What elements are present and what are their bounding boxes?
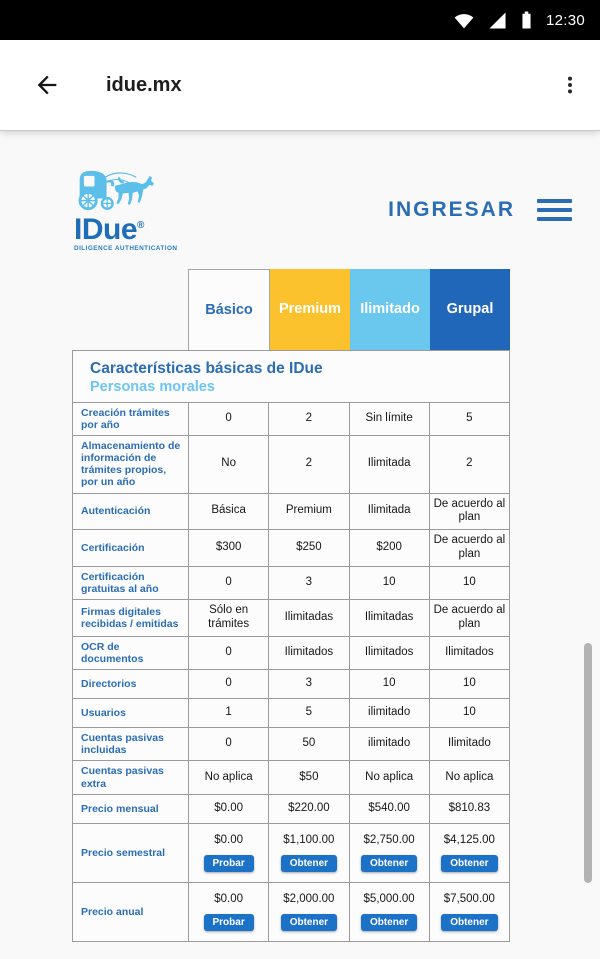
row-cell: 0 [188, 403, 268, 435]
row-cell: 0 [188, 637, 268, 669]
row-label: Almacenamiento de información de trámites propios, por un año [81, 439, 181, 489]
table-row [73, 566, 509, 599]
row-cell: Sólo en trámites [188, 600, 268, 636]
hamburger-bar [537, 199, 572, 203]
tab-grupal[interactable]: Grupal [430, 269, 510, 350]
row-label: Autenticación [81, 505, 151, 518]
row-cell: $0.00 [188, 795, 268, 823]
row-cell [268, 883, 348, 941]
row-cell: 2 [268, 403, 348, 435]
price-value: $0.00 [214, 833, 244, 846]
scrollbar-thumb[interactable] [584, 643, 592, 883]
table-row [73, 435, 509, 493]
row-label: Certificación [81, 541, 145, 554]
row-label: Usuarios [81, 706, 126, 719]
row-label: Precio mensual [81, 802, 159, 815]
row-cell: Sin límite [349, 403, 429, 435]
row-cell [188, 883, 268, 941]
row-cell [268, 824, 348, 882]
row-cell: De acuerdo al plan [429, 600, 509, 636]
obtener-button[interactable]: Obtener [281, 855, 337, 872]
row-cell: Ilimitada [349, 494, 429, 530]
price-value: $5,000.00 [363, 892, 415, 905]
table-subtitle: Personas morales [90, 378, 215, 395]
pricing-table-header [73, 351, 509, 403]
row-cell: 3 [268, 567, 348, 599]
row-cell: 10 [429, 670, 509, 698]
row-label: Firmas digitales recibidas / emitidas [81, 605, 179, 630]
logo-wordmark: IDue® [74, 213, 144, 246]
row-label: Cuentas pasivas incluidas [81, 732, 164, 757]
cellular-signal-icon [488, 12, 507, 29]
table-row [73, 403, 509, 435]
row-cell: Premium [268, 494, 348, 530]
table-row [73, 727, 509, 760]
row-cell: 1 [188, 699, 268, 727]
tab-premium[interactable]: Premium [270, 269, 350, 350]
row-cell: 10 [349, 670, 429, 698]
row-label: Cuentas pasivas extra [81, 765, 164, 790]
row-cell: No aplica [429, 761, 509, 793]
row-cell: $250 [268, 530, 348, 566]
row-cell: No aplica [188, 761, 268, 793]
row-cell: Ilimitados [429, 637, 509, 669]
row-cell: Ilimitado [429, 728, 509, 760]
table-row [73, 882, 509, 941]
horse-carriage-icon [74, 168, 166, 212]
pricing-table-body [73, 403, 509, 941]
table-row [73, 493, 509, 530]
row-cell [349, 824, 429, 882]
row-cell: 2 [429, 436, 509, 493]
ingresar-link[interactable]: INGRESAR [388, 197, 515, 221]
probar-button[interactable]: Probar [204, 914, 254, 931]
row-cell: ilimitado [349, 728, 429, 760]
hamburger-bar [537, 208, 572, 212]
row-cell: $540.00 [349, 795, 429, 823]
row-cell: 50 [268, 728, 348, 760]
row-cell: $50 [268, 761, 348, 793]
row-cell: 10 [429, 567, 509, 599]
back-button[interactable] [30, 68, 64, 102]
table-row [73, 599, 509, 636]
row-cell: 10 [429, 699, 509, 727]
wifi-icon [454, 12, 474, 29]
row-label: OCR de documentos [81, 640, 144, 665]
site-header [0, 168, 600, 252]
price-value: $7,500.00 [443, 892, 495, 905]
table-row [73, 636, 509, 669]
browser-menu-button[interactable] [556, 68, 584, 102]
price-value: $0.00 [214, 892, 244, 905]
row-cell: Ilimitadas [349, 600, 429, 636]
row-cell [429, 824, 509, 882]
tab-ilimitado[interactable]: Ilimitado [350, 269, 430, 350]
row-cell: 10 [349, 567, 429, 599]
row-cell: 0 [188, 728, 268, 760]
row-label: Directorios [81, 677, 137, 690]
row-cell: Ilimitados [268, 637, 348, 669]
row-cell: 0 [188, 567, 268, 599]
row-label: Precio anual [81, 905, 144, 918]
row-cell [429, 883, 509, 941]
obtener-button[interactable]: Obtener [441, 914, 497, 931]
row-cell: 3 [268, 670, 348, 698]
row-cell: $220.00 [268, 795, 348, 823]
row-cell: Ilimitados [349, 637, 429, 669]
table-row [73, 794, 509, 823]
row-cell [349, 883, 429, 941]
row-cell: $300 [188, 530, 268, 566]
table-row [73, 669, 509, 698]
row-cell: De acuerdo al plan [429, 530, 509, 566]
row-cell: Ilimitadas [268, 600, 348, 636]
row-label: Creación trámites por año [81, 406, 170, 431]
row-cell: 2 [268, 436, 348, 493]
hamburger-bar [537, 217, 572, 221]
row-cell: 5 [429, 403, 509, 435]
price-value: $2,000.00 [283, 892, 335, 905]
plan-tabs [188, 269, 510, 350]
hamburger-icon[interactable] [535, 197, 574, 223]
battery-icon [521, 11, 532, 29]
row-cell: 5 [268, 699, 348, 727]
page-content [0, 130, 600, 942]
row-cell [188, 824, 268, 882]
row-cell: No aplica [349, 761, 429, 793]
row-cell: No [188, 436, 268, 493]
obtener-button[interactable]: Obtener [281, 914, 337, 931]
plans-section [72, 269, 510, 942]
row-cell: $200 [349, 530, 429, 566]
obtener-button[interactable]: Obtener [361, 855, 417, 872]
row-cell: $810.83 [429, 795, 509, 823]
site-nav [388, 197, 574, 223]
address-bar-url[interactable]: idue.mx [106, 73, 182, 96]
obtener-button[interactable]: Obtener [441, 855, 497, 872]
row-cell: De acuerdo al plan [429, 494, 509, 530]
row-cell: Ilimitada [349, 436, 429, 493]
logo-tagline: DILIGENCE AUTHENTICATION [74, 244, 178, 252]
row-cell: 0 [188, 670, 268, 698]
table-row [73, 529, 509, 566]
obtener-button[interactable]: Obtener [361, 914, 417, 931]
table-row [73, 823, 509, 882]
table-row [73, 698, 509, 727]
price-value: $1,100.00 [283, 833, 335, 846]
price-value: $2,750.00 [363, 833, 415, 846]
row-label: Precio semestral [81, 846, 166, 859]
browser-toolbar [0, 40, 600, 130]
kebab-menu-icon [559, 73, 581, 97]
price-value: $4,125.00 [443, 833, 495, 846]
row-cell: Básica [188, 494, 268, 530]
probar-button[interactable]: Probar [204, 855, 254, 872]
idue-logo[interactable] [74, 168, 178, 252]
table-row [73, 760, 509, 793]
table-title: Características básicas de IDue [90, 359, 323, 377]
row-cell: ilimitado [349, 699, 429, 727]
pricing-table [72, 350, 510, 942]
arrow-left-icon [33, 71, 61, 99]
row-label: Certificación gratuitas al año [81, 570, 159, 595]
tab-basico[interactable]: Básico [188, 269, 270, 350]
status-time: 12:30 [545, 11, 585, 29]
status-bar [0, 0, 600, 40]
